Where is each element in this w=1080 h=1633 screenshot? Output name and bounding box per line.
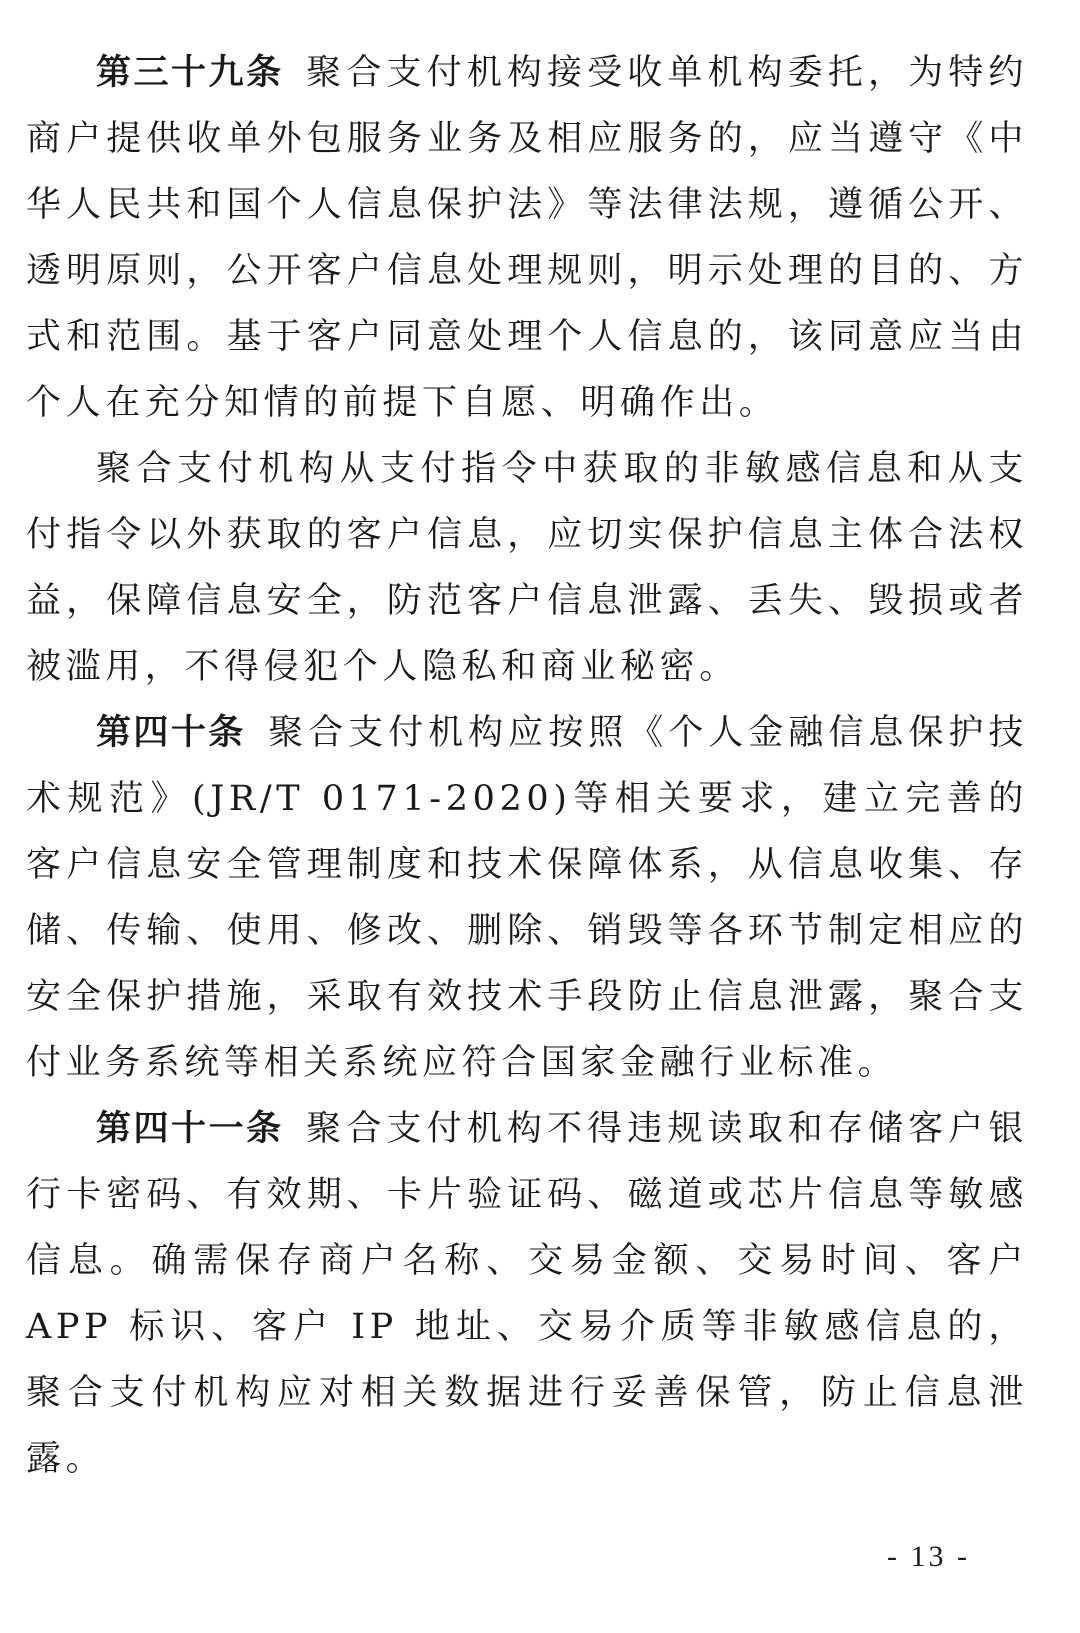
article-39-paragraph bbox=[26, 40, 1028, 436]
article-40-title: 第四十条 bbox=[96, 713, 246, 753]
article-40-paragraph bbox=[26, 700, 1028, 1096]
article-41-title: 第四十一条 bbox=[96, 1109, 284, 1149]
article-39-text: 聚合支付机构接受收单机构委托，为特约商户提供收单外包服务业务及相应服务的，应当遵守《中华人民共和国个人信息保护法》等法律法规，遵循公开、透明原则，公开客户信息处理规则，明示处理的目的、方式和范围。基于客户同意处理个人信息的，该同意应当由个人在充分知情的前提下自愿、明确作出。 bbox=[26, 53, 1028, 423]
article-41-text: 聚合支付机构不得违规读取和存储客户银行卡密码、有效期、卡片验证码、磁道或芯片信息等敏感信息。确需保存商户名称、交易金额、交易时间、客户 APP 标识、客户 IP 地址、交易介质等非敏感信息的，聚合支付机构应对相关数据进行妥善保管，防止信息泄露。 bbox=[26, 1109, 1028, 1479]
article-39-second-paragraph bbox=[26, 436, 1028, 700]
article-40-text: 聚合支付机构应按照《个人金融信息保护技术规范》(JR/T 0171-2020)等相关要求，建立完善的客户信息安全管理制度和技术保障体系，从信息收集、存储、传输、使用、修改、删除、销毁等各环节制定相应的安全保护措施，采取有效技术手段防止信息泄露，聚合支付业务系统等相关系统应符合国家金融行业标准。 bbox=[26, 713, 1028, 1083]
article-41-paragraph bbox=[26, 1096, 1028, 1492]
article-39-title: 第三十九条 bbox=[96, 53, 284, 93]
article-39-second-text: 聚合支付机构从支付指令中获取的非敏感信息和从支付指令以外获取的客户信息，应切实保护信息主体合法权益，保障信息安全，防范客户信息泄露、丢失、毁损或者被滥用，不得侵犯个人隐私和商业秘密。 bbox=[26, 449, 1028, 687]
page-number: - 13 - bbox=[887, 1540, 970, 1573]
